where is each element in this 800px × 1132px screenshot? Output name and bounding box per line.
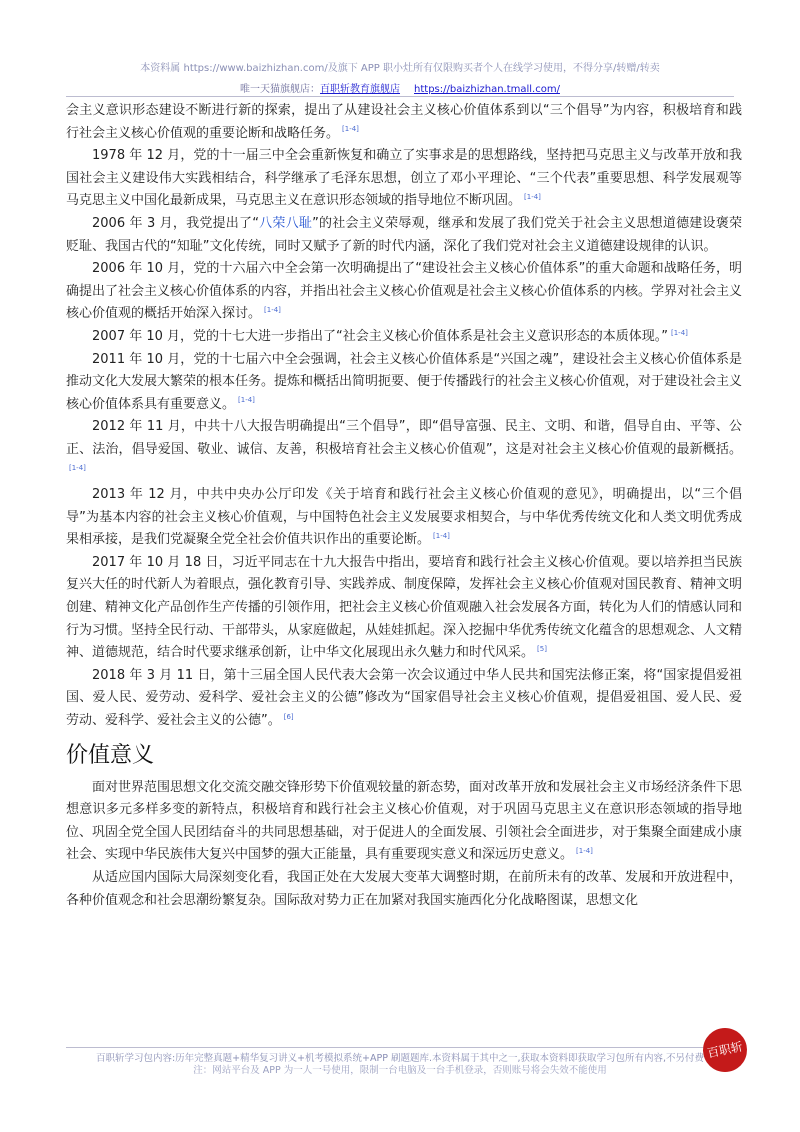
paragraph-text: 2018 年 3 月 11 日，第十三届全国人民代表大会第一次会议通过中华人民共和国宪法修正案，将“国家提倡爱祖国、爱人民、爱劳动、爱科学、爱社会主义的公德”修改为“国家倡导社会主义核心价值观，提倡爱祖国、爱人民、爱劳动、爱科学、爱社会主义的公德”。 [66, 667, 742, 729]
paragraph [66, 416, 742, 484]
paragraph-text: 会主义意识形态建设不断进行新的探索，提出了从建设社会主义核心价值体系到以“三个倡导”为内容，积极培育和践行社会主义核心价值观的重要论断和战略任务。 [66, 103, 742, 141]
citation-ref[interactable]: [1-4] [69, 464, 86, 473]
paragraph-text: 2012 年 11 月，中共十八大报告明确提出“三个倡导”，即“倡导富强、民主、文明、和谐，倡导自由、平等、公正、法治，倡导爱国、敬业、诚信、友善，积极培育社会主义核心价值观”，这是对社会主义核心价值观的最新概括。 [66, 419, 742, 457]
paragraph [66, 145, 742, 213]
paragraph [66, 665, 742, 733]
paragraph-text: 从适应国内国际大局深刻变化看，我国正处在大发展大变革大调整时期，在前所未有的改革、发展和开放进程中，各种价值观念和社会思潮纷繁复杂。国际敌对势力正在加紧对我国实施西化分化战略图谋，思想文化 [66, 870, 743, 908]
paragraph [66, 100, 742, 145]
paragraph-text: ”的社会主义荣辱观，继承和发展了我们党关于社会主义思想道德建设褒荣贬耻、我国古代的“知耻”文化传统，同时又赋予了新的时代内涵，深化了我们党对社会主义道德建设规律的认识。 [66, 215, 742, 254]
store-label: 唯一天猫旗舰店： [240, 84, 321, 95]
citation-ref[interactable]: [1-4] [433, 531, 450, 540]
paragraph-text: 面对世界范围思想文化交流交融交锋形势下价值观较量的新态势，面对改革开放和发展社会主义市场经济条件下思想意识多元多样多变的新特点，积极培育和践行社会主义核心价值观，对于巩固马克思主义在意识形态领域的指导地位、巩固全党全国人民团结奋斗的共同思想基础，对于促进人的全面发展、引领社会全面进步，对于集聚全面建成小康社会、实现中华民族伟大复兴中国梦的强大正能量，具有重要现实意义和深远历史意义。 [66, 779, 743, 863]
paragraph-text: 2017 年 10 月 18 日，习近平同志在十九大报告中指出，要培育和践行社会主义核心价值观。要以培养担当民族复兴大任的时代新人为着眼点，强化教育引导、实践养成、制度保障，发挥社会主义核心价值观对国民教育、精神文明创建、精神文化产品创作生产传播的引领作用，把社会主义核心价值观融入社会发展各方面，转化为人们的情感认同和行为习惯。坚持全民行动、干部带头，从家庭做起，从娃娃抓起。深入挖掘中华优秀传统文化蕴含的思想观念、人文精神、道德规范，结合时代要求继承创新，让中华文化展现出永久魅力和时代风采。 [66, 554, 743, 661]
footer-package-notice: 百职斩学习包内容:历年完整真题+精华复习讲义+机考模拟系统+APP 刷题题库.本资料属于其中之一,获取本资料即获取学习包所有内容,不另付费 [95, 1053, 705, 1064]
paragraph-text: 2013 年 12 月，中共中央办公厅印发《关于培育和践行社会主义核心价值观的意见》，明确提出，以“三个倡导”为基本内容的社会主义核心价值观，与中国特色社会主义发展要求相契合，与中华优秀传统文化和人类文明优秀成果相承接，是我们党凝聚全党全社会价值共识作出的重要论断。 [66, 487, 742, 548]
citation-ref[interactable]: [1-4] [342, 125, 359, 134]
paragraph [66, 484, 742, 552]
header-divider [66, 96, 734, 97]
paragraph-text: 2011 年 10 月，党的十七届六中全会强调，社会主义核心价值体系是“兴国之魂”，建设社会主义核心价值体系是推动文化大发展大繁荣的根本任务。提炼和概括出简明扼要、便于传播践行的社会主义核心价值观，对于建设社会主义核心价值体系具有重要意义。 [66, 351, 743, 412]
footer-account-notice: 注：网站平台及 APP 为一人一号使用，限制一台电脑及一台手机登录，否则账号将会失效不能使用 [193, 1065, 607, 1076]
paragraph [66, 349, 742, 417]
paragraph [66, 213, 742, 258]
citation-ref[interactable]: [6] [283, 712, 294, 721]
term-link[interactable]: 八荣八耻 [258, 215, 313, 231]
citation-ref[interactable]: [1-4] [671, 328, 688, 337]
paragraph-text: 2007 年 10 月，党的十七大进一步指出了“社会主义核心价值体系是社会主义意识形态的本质体现。” [92, 328, 668, 344]
document-body [66, 100, 742, 912]
significance-paragraphs [66, 777, 742, 913]
store-url-link[interactable]: https://baizhizhan.tmall.com/ [414, 84, 560, 95]
paragraph [66, 867, 742, 912]
citation-ref[interactable]: [1-4] [264, 306, 281, 315]
citation-ref[interactable]: [5] [537, 644, 547, 653]
citation-ref[interactable]: [1-4] [576, 847, 593, 856]
paragraph-text: 2006 年 10 月，党的十六届六中全会第一次明确提出了“建设社会主义核心价值体系”的重大命题和战略任务，明确提出了社会主义核心价值体系的内容，并指出社会主义核心价值观是社会主义核心价值体系的内核。学界对社会主义核心价值观的概括开始深入探讨。 [66, 261, 743, 322]
paragraph [66, 258, 742, 326]
history-paragraphs [66, 100, 742, 733]
footer-divider [66, 1047, 734, 1048]
citation-ref[interactable]: [1-4] [238, 396, 255, 405]
paragraph [66, 552, 742, 665]
paragraph-text: 1978 年 12 月，党的十一届三中全会重新恢复和确立了实事求是的思想路线，坚持把马克思主义与改革开放和我国社会主义建设伟大实践相结合，科学继承了毛泽东思想，创立了邓小平理论、“三个代表”重要思想、科学发展观等马克思主义中国化最新成果，马克思主义在意识形态领域的指导地位不断巩固。 [66, 148, 742, 209]
paragraph [66, 777, 742, 867]
citation-ref[interactable]: [1-4] [524, 193, 541, 202]
paragraph-lead: 2006 年 3 月，我党提出了“ [92, 215, 259, 231]
header-copyright-notice: 本资料属 https://www.baizhizhan.com/及旗下 APP 职小灶所有仅限购买者个人在线学习使用，不得分享/转赠/转卖 [140, 63, 660, 74]
paragraph [66, 326, 742, 349]
section-title: 价值意义 [66, 742, 155, 768]
seal-text: 百职斩 [705, 1038, 744, 1061]
store-name-link[interactable]: 百职斩教育旗舰店 [320, 84, 401, 95]
header-store-line [0, 80, 800, 95]
